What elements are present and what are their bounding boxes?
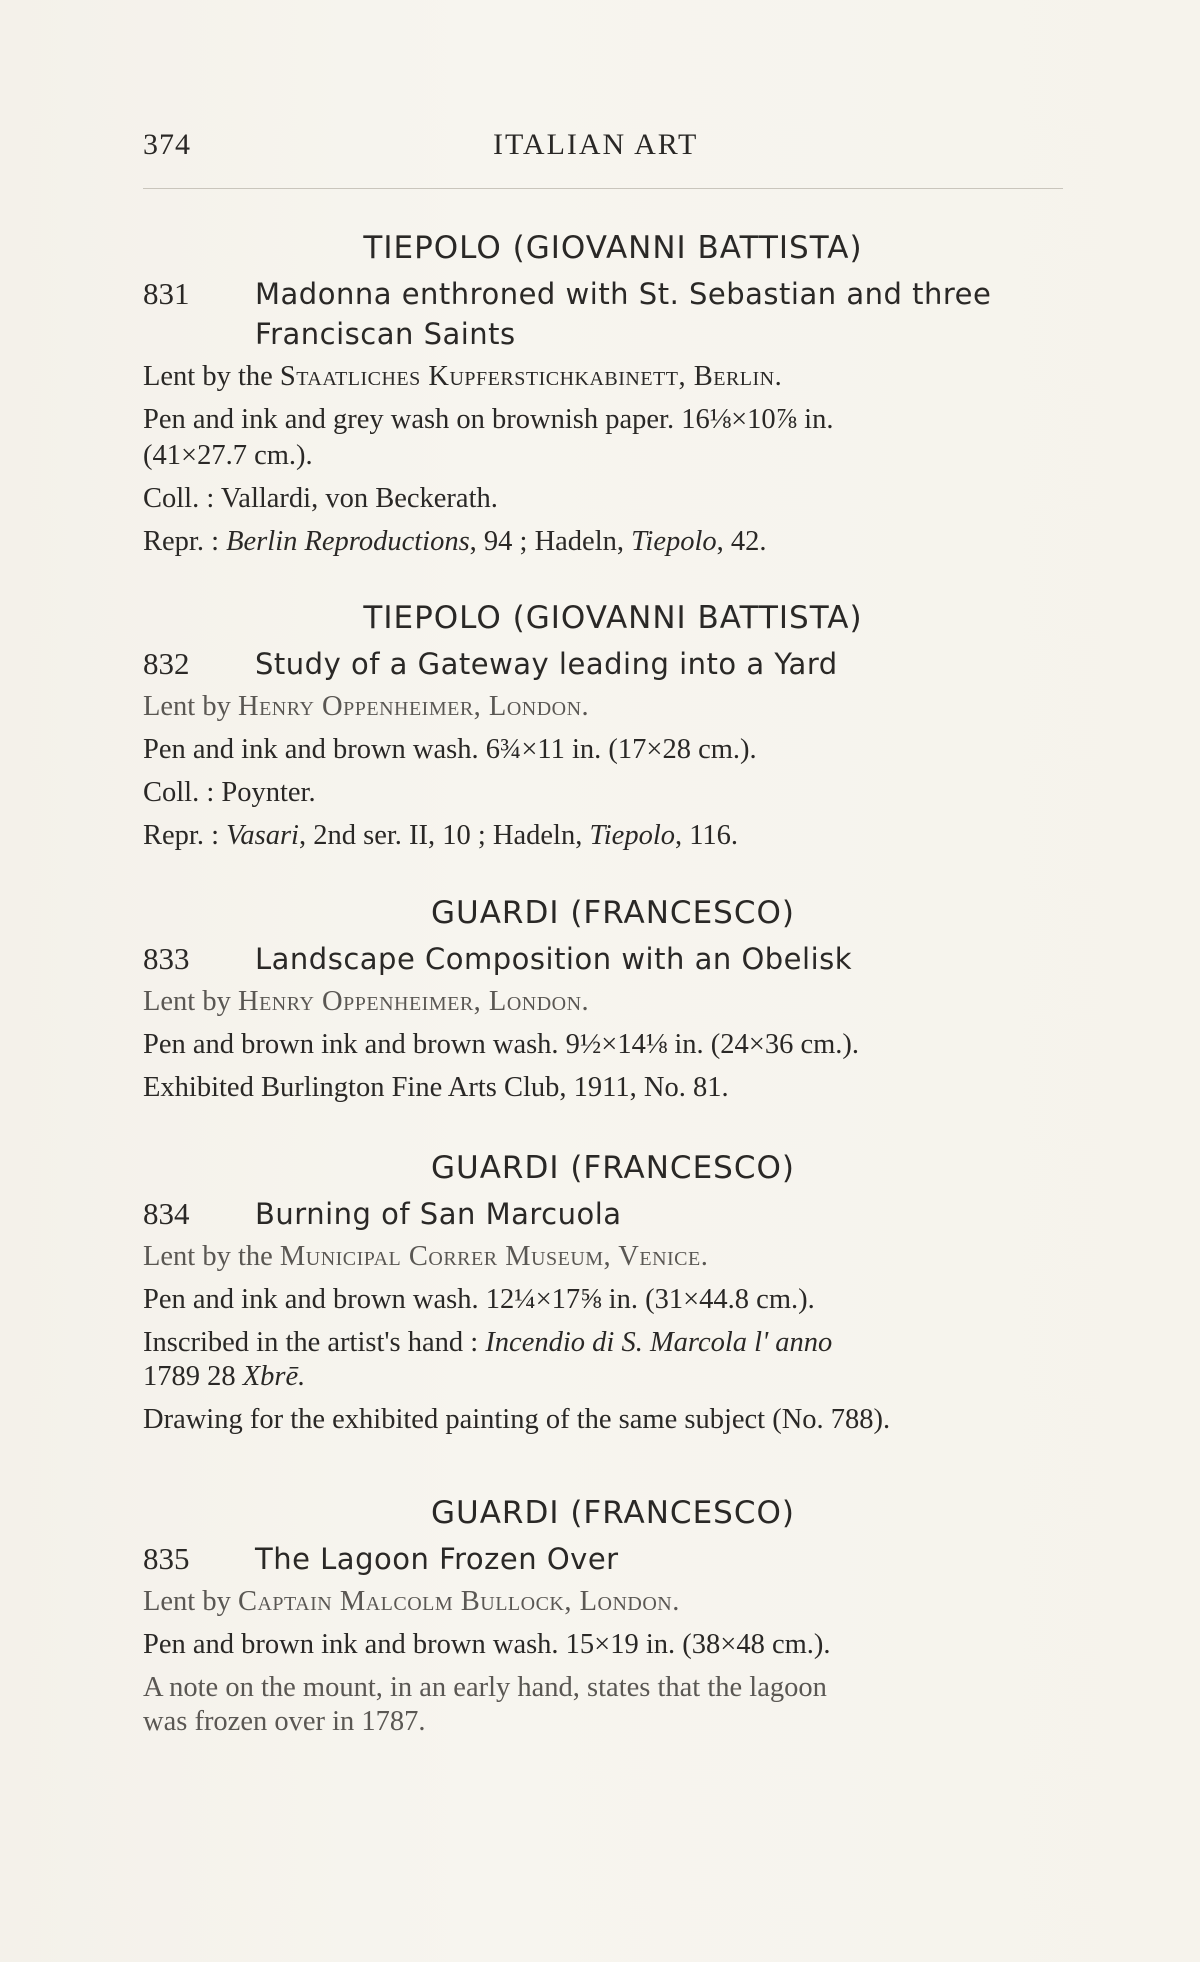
lender: Henry Oppenheimer, London. (237, 986, 590, 1017)
page-header (143, 128, 1063, 168)
repr-text: , 94 ; Hadeln, (469, 526, 632, 557)
lender: Captain Malcolm Bullock, London. (237, 1586, 680, 1617)
entry-title (255, 1194, 1083, 1234)
lent-by (143, 982, 1083, 1022)
reproductions (143, 816, 1083, 856)
catalogue-number: 834 (143, 1196, 190, 1231)
medium: Pen and brown ink and brown wash. 9½×14⅛ in. (24×36 cm.). (143, 1029, 860, 1060)
medium: Pen and ink and grey wash on brownish paper. 16⅛×10⅞ in. (143, 404, 834, 435)
note: Drawing for the exhibited painting of the same subject (No. 788). (143, 1404, 891, 1435)
note: A note on the mount, in an early hand, states that the lagoon (143, 1672, 827, 1703)
inscription-continued (143, 1357, 1083, 1397)
catalogue-number: 831 (143, 276, 190, 311)
lent-prefix: Lent by the (143, 1241, 280, 1272)
lent-by (143, 357, 1083, 397)
running-title: ITALIAN ART (493, 128, 699, 161)
lent-prefix: Lent by (143, 986, 238, 1017)
lent-prefix: Lent by (143, 691, 238, 722)
catalogue-entry (143, 230, 1083, 562)
lent-by (143, 1582, 1083, 1622)
reproductions (143, 522, 1083, 562)
inscription-month: Xbrē. (242, 1361, 306, 1392)
lender: Staatliches Kupferstichkabinett, Berlin. (279, 361, 783, 392)
lent-by (143, 1237, 1083, 1277)
medium: Pen and brown ink and brown wash. 15×19 in. (38×48 cm.). (143, 1629, 831, 1660)
collection: Coll. : Poynter. (143, 777, 316, 808)
note-continued: was frozen over in 1787. (143, 1706, 426, 1737)
catalogue-entry (143, 600, 1083, 856)
artist-heading: TIEPOLO (GIOVANNI BATTISTA) (363, 230, 863, 266)
entry-title-line: Franciscan Saints (255, 317, 516, 351)
entry-title (255, 1539, 1083, 1579)
repr-text: , 116. (674, 820, 739, 851)
inscription-text: Incendio di S. Marcola l' anno (485, 1327, 833, 1358)
inscription-year: 1789 28 (143, 1361, 243, 1392)
repr-reference: Tiepolo (631, 526, 717, 557)
entry-title-row (143, 1194, 1083, 1234)
header-rule (143, 188, 1063, 189)
lent-prefix: Lent by the (143, 361, 280, 392)
collection: Coll. : Vallardi, von Beckerath. (143, 483, 498, 514)
page-number: 374 (143, 128, 191, 161)
entry-title (255, 644, 1083, 684)
medium: Pen and ink and brown wash. 6¾×11 in. (17×28 cm.). (143, 734, 757, 765)
lender: Municipal Correr Museum, Venice. (279, 1241, 709, 1272)
entry-title-line: Landscape Composition with an Obelisk (255, 942, 853, 976)
repr-text: , 2nd ser. II, 10 ; Hadeln, (298, 820, 590, 851)
artist-heading: TIEPOLO (GIOVANNI BATTISTA) (363, 600, 863, 636)
catalogue-number: 833 (143, 941, 190, 976)
lent-prefix: Lent by (143, 1586, 238, 1617)
entry-title-line: Burning of San Marcuola (255, 1197, 622, 1231)
entry-title-row (143, 274, 1083, 354)
inscription-prefix: Inscribed in the artist's hand : (143, 1327, 486, 1358)
artist-heading: GUARDI (FRANCESCO) (431, 1150, 795, 1186)
medium: Pen and ink and brown wash. 12¼×17⅝ in. (31×44.8 cm.). (143, 1284, 815, 1315)
artist-heading: GUARDI (FRANCESCO) (431, 1495, 795, 1531)
catalogue-entry (143, 1150, 1083, 1440)
entry-title-row (143, 644, 1083, 684)
repr-reference: Vasari (226, 820, 299, 851)
catalogue-number: 832 (143, 646, 190, 681)
medium-continued: (41×27.7 cm.). (143, 440, 313, 471)
entry-title-line: The Lagoon Frozen Over (255, 1542, 619, 1576)
catalogue-entry (143, 895, 1083, 1108)
entry-title-row (143, 939, 1083, 979)
entry-title (255, 274, 1083, 354)
entry-title (255, 939, 1083, 979)
lent-by (143, 687, 1083, 727)
repr-reference: Berlin Reproductions (226, 526, 470, 557)
repr-text: , 42. (716, 526, 767, 557)
entry-title-line: Madonna enthroned with St. Sebastian and three (255, 277, 992, 311)
entry-title-line: Study of a Gateway leading into a Yard (255, 647, 838, 681)
catalogue-entry (143, 1495, 1083, 1742)
repr-reference: Tiepolo (589, 820, 675, 851)
lender: Henry Oppenheimer, London. (237, 691, 590, 722)
repr-prefix: Repr. : (143, 526, 227, 557)
entry-title-row (143, 1539, 1083, 1579)
repr-prefix: Repr. : (143, 820, 227, 851)
exhibited: Exhibited Burlington Fine Arts Club, 1911, No. 81. (143, 1072, 729, 1103)
artist-heading: GUARDI (FRANCESCO) (431, 895, 795, 931)
catalogue-number: 835 (143, 1541, 190, 1576)
